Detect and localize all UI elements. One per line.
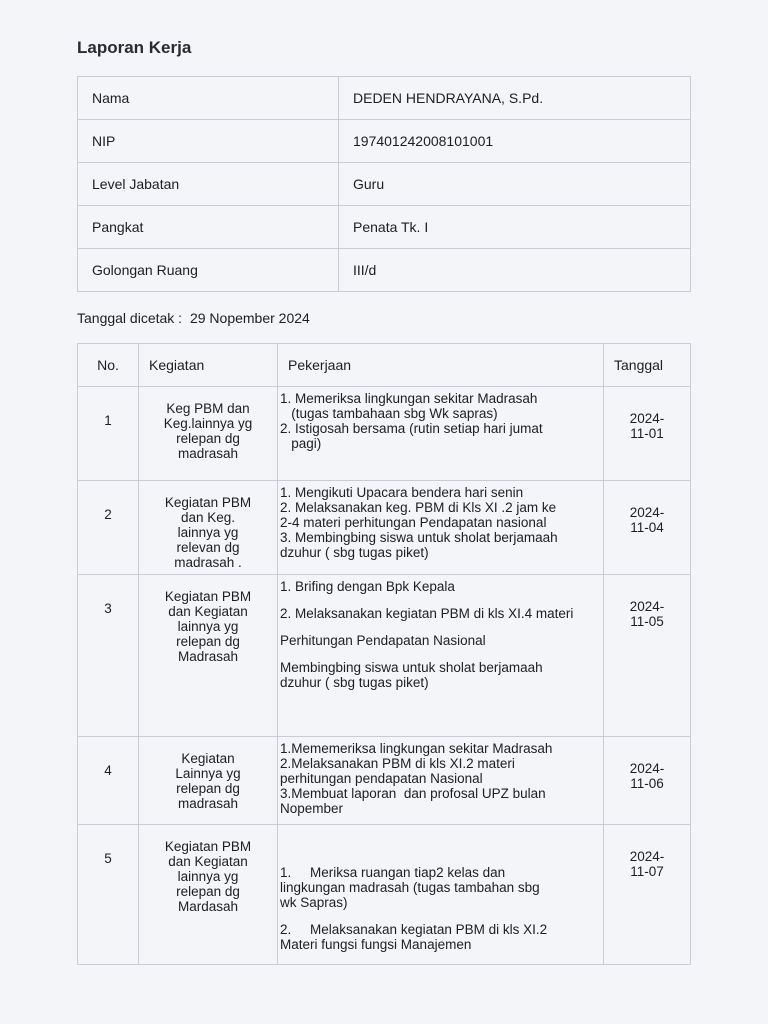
profile-row (78, 77, 691, 120)
header-tanggal: Tanggal (604, 344, 691, 387)
work-report-table (77, 343, 691, 965)
profile-row (78, 206, 691, 249)
table-row (78, 825, 691, 965)
kegiatan-line: Kegiatan PBM (164, 839, 252, 854)
kegiatan-line: madrasah (177, 446, 239, 461)
row-pekerjaan (278, 825, 604, 965)
kegiatan-line: Keg.lainnya yg (163, 416, 253, 431)
row-tanggal (604, 481, 691, 575)
profile-label: Level Jabatan (78, 163, 339, 206)
profile-label: Pangkat (78, 206, 339, 249)
profile-row (78, 163, 691, 206)
pekerjaan-line: 2. Melaksanakan keg. PBM di Kls XI .2 jam ke (280, 500, 557, 515)
table-row (78, 737, 691, 825)
pekerjaan-spacer (280, 648, 597, 660)
row-number: 3 (78, 575, 139, 737)
kegiatan-line: madrasah . (174, 555, 242, 570)
kegiatan-line: lainnya yg (177, 619, 239, 634)
kegiatan-line: relepan dg (176, 634, 240, 649)
tanggal-line: 11-04 (630, 520, 664, 535)
pekerjaan-spacer (280, 621, 597, 633)
print-date (77, 310, 314, 326)
pekerjaan-line: dzuhur ( sbg tugas piket) (280, 545, 429, 560)
kegiatan-line: dan Kegiatan (168, 854, 248, 869)
pekerjaan-line: wk Sapras) (280, 895, 348, 910)
row-pekerjaan (278, 481, 604, 575)
row-kegiatan (139, 737, 278, 825)
kegiatan-line: Kegiatan PBM (164, 589, 252, 604)
table-row (78, 575, 691, 737)
profile-value: Penata Tk. I (339, 206, 691, 249)
table-row (78, 387, 691, 481)
kegiatan-line: lainnya yg (177, 869, 239, 884)
kegiatan-line: Madrasah (177, 649, 239, 664)
profile-value: 197401242008101001 (339, 120, 691, 163)
print-date-label: Tanggal dicetak : (77, 310, 183, 326)
pekerjaan-line: perhitungan pendapatan Nasional (280, 771, 483, 786)
tanggal-line: 11-05 (630, 614, 664, 629)
table-row (78, 481, 691, 575)
header-no: No. (78, 344, 139, 387)
pekerjaan-line: dzuhur ( sbg tugas piket) (280, 675, 429, 690)
tanggal-line: 2024- (629, 761, 665, 776)
kegiatan-line: Lainnya yg (175, 766, 241, 781)
tanggal-line: 11-06 (630, 776, 664, 791)
row-number: 4 (78, 737, 139, 825)
kegiatan-line: relevan dg (176, 540, 240, 555)
header-pekerjaan: Pekerjaan (278, 344, 604, 387)
print-date-value: 29 Nopember 2024 (189, 310, 310, 326)
tanggal-line: 2024- (629, 849, 665, 864)
kegiatan-line: Mardasah (177, 899, 239, 914)
pekerjaan-line: 3. Membingbing siswa untuk sholat berjamaah (280, 530, 558, 545)
kegiatan-line: dan Keg. (180, 510, 236, 525)
kegiatan-line: Keg PBM dan (166, 401, 250, 416)
pekerjaan-line: 2-4 materi perhitungan Pendapatan nasional (280, 515, 547, 530)
tanggal-line: 2024- (629, 599, 665, 614)
pekerjaan-line: 1. Meriksa ruangan tiap2 kelas dan (280, 865, 506, 880)
tanggal-line: 11-07 (630, 864, 664, 879)
pekerjaan-line: pagi) (280, 436, 322, 451)
pekerjaan-line: 2.Melaksanakan PBM di kls XI.2 materi (280, 756, 515, 771)
profile-label: NIP (78, 120, 339, 163)
kegiatan-line: Kegiatan PBM (164, 495, 252, 510)
row-number: 2 (78, 481, 139, 575)
profile-value: Guru (339, 163, 691, 206)
row-kegiatan (139, 575, 278, 737)
kegiatan-line: relepan dg (176, 431, 240, 446)
kegiatan-line: lainnya yg (177, 525, 239, 540)
row-tanggal (604, 825, 691, 965)
pekerjaan-line: 2. Melaksanakan kegiatan PBM di kls XI.2 (280, 922, 548, 937)
profile-value: DEDEN HENDRAYANA, S.Pd. (339, 77, 691, 120)
pekerjaan-line: lingkungan madrasah (tugas tambahan sbg (280, 880, 540, 895)
row-kegiatan (139, 387, 278, 481)
pekerjaan-line: Nopember (280, 801, 344, 816)
profile-label: Nama (78, 77, 339, 120)
page-title: Laporan Kerja (77, 38, 192, 57)
profile-label: Golongan Ruang (78, 249, 339, 292)
pekerjaan-line: Membingbing siswa untuk sholat berjamaah (280, 660, 543, 675)
row-tanggal (604, 387, 691, 481)
pekerjaan-line: 1. Brifing dengan Bpk Kepala (280, 579, 455, 594)
row-pekerjaan (278, 387, 604, 481)
pekerjaan-line: 3.Membuat laporan dan profosal UPZ bulan (280, 786, 546, 801)
pekerjaan-spacer (280, 594, 597, 606)
row-kegiatan (139, 825, 278, 965)
pekerjaan-line: Perhitungan Pendapatan Nasional (280, 633, 486, 648)
header-kegiatan: Kegiatan (139, 344, 278, 387)
profile-row (78, 249, 691, 292)
kegiatan-line: Kegiatan (181, 751, 235, 766)
row-tanggal (604, 737, 691, 825)
pekerjaan-line: 1.Mememeriksa lingkungan sekitar Madrasah (280, 741, 553, 756)
pekerjaan-line: 1. Mengikuti Upacara bendera hari senin (280, 485, 524, 500)
profile-table (77, 76, 691, 292)
row-pekerjaan (278, 737, 604, 825)
pekerjaan-spacer (280, 910, 597, 922)
tanggal-line: 2024- (629, 411, 665, 426)
tanggal-line: 2024- (629, 505, 665, 520)
kegiatan-line: madrasah (177, 796, 239, 811)
pekerjaan-line: (tugas tambahaan sbg Wk sapras) (280, 406, 498, 421)
kegiatan-line: dan Kegiatan (168, 604, 248, 619)
pekerjaan-line: 2. Istigosah bersama (rutin setiap hari jumat (280, 421, 543, 436)
row-pekerjaan (278, 575, 604, 737)
table-header-row (78, 344, 691, 387)
profile-value: III/d (339, 249, 691, 292)
row-number: 5 (78, 825, 139, 965)
kegiatan-line: relepan dg (176, 781, 240, 796)
row-number: 1 (78, 387, 139, 481)
pekerjaan-line: Materi fungsi fungsi Manajemen (280, 937, 472, 952)
row-kegiatan (139, 481, 278, 575)
pekerjaan-line: 2. Melaksanakan kegiatan PBM di kls XI.4 materi (280, 606, 574, 621)
kegiatan-line: relepan dg (176, 884, 240, 899)
tanggal-line: 11-01 (630, 426, 664, 441)
pekerjaan-line: 1. Memeriksa lingkungan sekitar Madrasah (280, 391, 538, 406)
profile-row (78, 120, 691, 163)
row-tanggal (604, 575, 691, 737)
